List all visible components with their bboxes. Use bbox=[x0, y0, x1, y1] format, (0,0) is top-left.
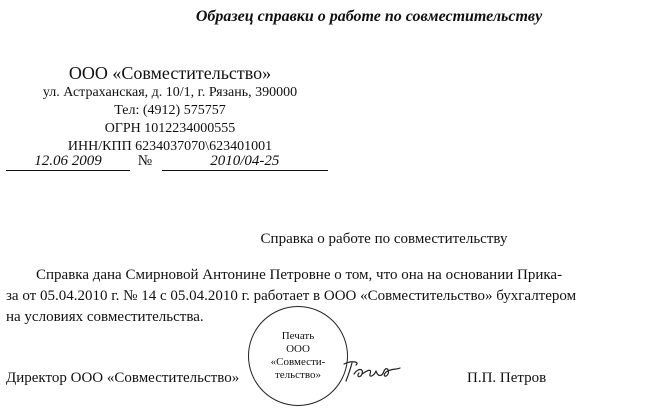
body-line: Справка дана Смирновой Антонине Петровне о том, что она на основании Прика- bbox=[36, 267, 563, 283]
organization-phone: Тел: (4912) 575757 bbox=[114, 103, 226, 118]
handwritten-signature bbox=[342, 356, 404, 386]
registration-number: 2010/04-25 bbox=[162, 153, 328, 171]
stamp-text bbox=[258, 330, 338, 382]
registration-line bbox=[6, 153, 328, 171]
body-line: на условиях совместительства. bbox=[6, 309, 204, 325]
sample-heading: Образец справки о работе по совместительству bbox=[195, 8, 543, 25]
signatory-position: Директор ООО «Совместительство» bbox=[6, 370, 240, 386]
organization-ogrn: ОГРН 1012234000555 bbox=[104, 121, 236, 136]
stamp-line: тельство» bbox=[274, 369, 321, 381]
organization-block bbox=[20, 62, 320, 156]
document-title: Справка о работе по совместительству bbox=[260, 231, 508, 247]
organization-name: ООО «Совместительство» bbox=[68, 63, 272, 83]
stamp-line: ООО bbox=[286, 343, 310, 355]
company-stamp bbox=[248, 306, 348, 406]
number-sign: № bbox=[137, 153, 153, 169]
stamp-line: «Совмести- bbox=[270, 356, 326, 368]
body-line: за от 05.04.2010 г. № 14 с 05.04.2010 г. работает в ООО «Совместительство» бухгалтером bbox=[6, 288, 577, 304]
registration-date: 12.06 2009 bbox=[6, 153, 130, 171]
signatory-name: П.П. Петров bbox=[467, 370, 547, 386]
stamp-line: Печать bbox=[281, 330, 315, 342]
organization-address: ул. Астраханская, д. 10/1, г. Рязань, 390000 bbox=[42, 85, 298, 100]
organization-inn-kpp: ИНН/КПП 6234037070\623401001 bbox=[67, 139, 273, 154]
